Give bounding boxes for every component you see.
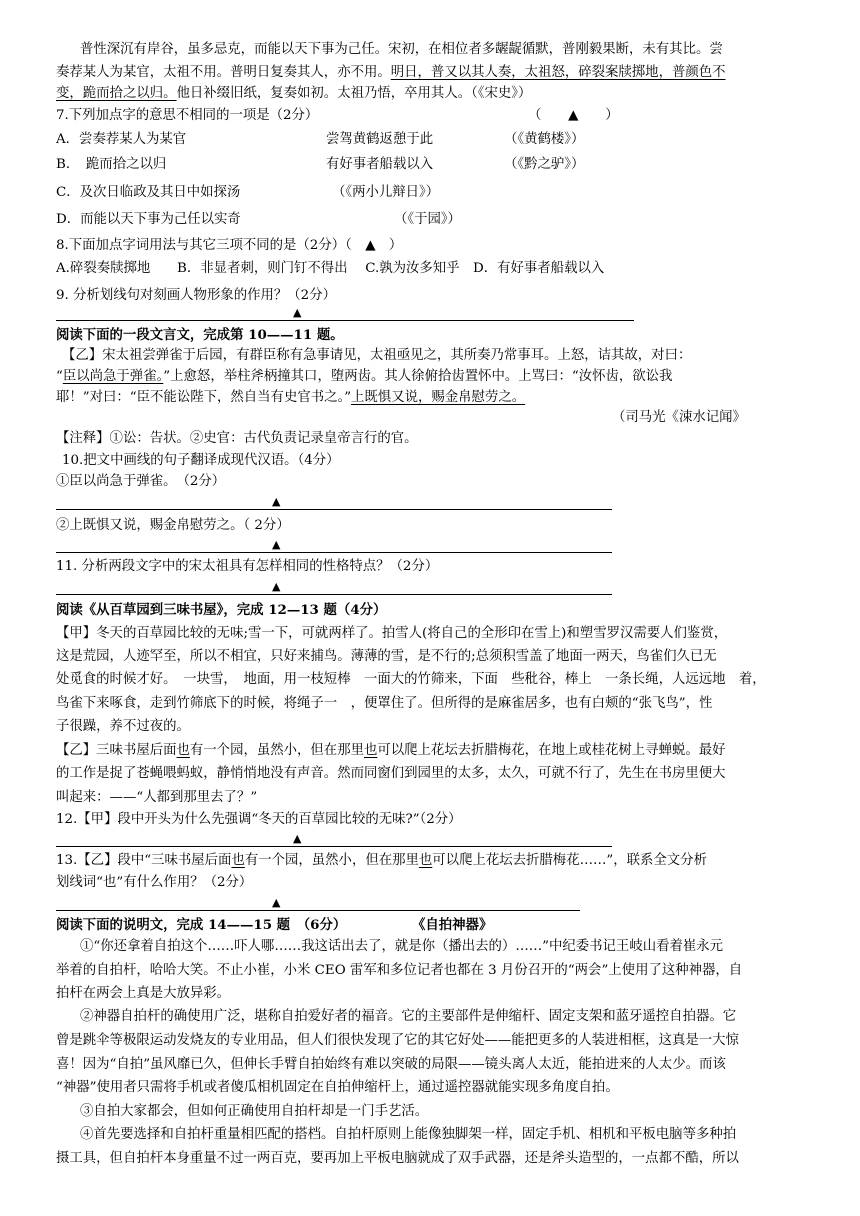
- q8-options: A.碎裂奏牍掷地 B．非显者刺，则门钉不得出 C.孰为汝多知乎 D．有好事者船载以入: [56, 261, 605, 276]
- q7-stem: 7.下列加点字的意思不相同的一项是（2分）: [56, 108, 319, 123]
- q13-underlined-ye-1: 也: [231, 853, 245, 868]
- q10-answer-mark-2: ▲: [272, 538, 281, 551]
- q7-option-d-source: （《于园》）: [394, 212, 461, 227]
- reading-bc-jia-line-5: 子很躁，养不过夜的。: [56, 719, 190, 734]
- q11-stem: 11. 分析两段文字中的宋太祖具有怎样相同的性格特点？（2分）: [56, 559, 439, 574]
- reading-sm-p3: ③自拍大家都会，但如何正确使用自拍杆却是一门手艺活。: [80, 1104, 429, 1119]
- q10-sentence-2: ②上既惧又说，赐金帛慰劳之。（ 2分）: [56, 518, 290, 533]
- reading-bc-jia-line-2: 这是荒园，人迹罕至，所以不相宜，只好来捕鸟。薄薄的雪，是不行的;总须积雪盖了地面一两天，鸟雀们久已无: [56, 649, 717, 664]
- reading-bc-yi-line-3: 叫起来：——“人都到那里去了？”: [56, 790, 258, 805]
- underlined-ye-1: 也: [176, 743, 190, 758]
- reading-yi-heading: 阅读下面的一段文言文，完成第 10——11 题。: [56, 327, 344, 343]
- q11-answer-line: [56, 594, 612, 595]
- reading-yi-line-3: 耶！”对曰：“臣不能讼陛下，然自当有史官书之。”上既惧又说，赐金帛慰劳之。: [56, 390, 526, 405]
- reading-sm-p1-line-1: ①“你还拿着自拍这个……吓人哪……我这话出去了，就是你（播出去的）……”中纪委书记王岐山看着崔永元: [80, 939, 724, 954]
- q7-answer-blank: （ ▲ ）: [528, 108, 619, 123]
- reading-bc-jia-line-3: 处觅食的时候才好。 一块雪， 地面，用一枝短棒 一面大的竹筛来，下面 些秕谷，棒上 一条长绳，人远远地 着，: [56, 672, 766, 687]
- reading-sm-p2-line-3: 喜！因为“自拍”虽风靡已久，但伸长手臂自拍始终有难以突破的局限——镜头离人太近，能拍进来的人太少。而该: [56, 1057, 726, 1072]
- underlined-sentence-end: 变，跪而拾之以归。: [56, 86, 177, 101]
- q7-option-b: B． 跪而拾之以归: [56, 157, 167, 172]
- q9-answer-mark: ▲: [293, 306, 302, 319]
- q13-stem-line-1: 13.【乙】段中“三味书屋后面也有一个园，虽然小，但在那里也可以爬上花坛去折腊梅花……”，联系全文分析: [56, 853, 707, 868]
- q13-stem-line-2: 划线词“也”有什么作用？（2分）: [56, 875, 253, 890]
- reading-sm-p2-line-4: “神器”使用者只需将手机或者傻瓜相机固定在自拍伸缩杆上，通过遥控器就能实现多角度自拍。: [56, 1080, 619, 1095]
- q7-option-b-compare: 有好事者船载以入: [326, 157, 434, 172]
- song-passage-line-3: 变，跪而拾之以归。他日补缀旧纸，复奏如初。太祖乃悟，卒用其人。（《宋史》）: [56, 86, 532, 101]
- q13-underlined-ye-2: 也: [418, 853, 433, 868]
- reading-bc-heading: 阅读《从百草园到三味书屋》，完成 12—13 题（4分）: [56, 602, 387, 618]
- reading-yi-line-2: “臣以尚急于弹雀。”上愈怒，举柱斧柄撞其口，堕两齿。其人徐俯拾齿置怀中。上骂曰：“汝怀齿，欲讼我: [56, 369, 673, 384]
- q10-answer-line-1: [56, 509, 612, 510]
- underlined-ye-2: 也: [363, 743, 378, 758]
- reading-bc-yi-line-1: 【乙】三味书屋后面也有一个园，虽然小，但在那里也可以爬上花坛去折腊梅花，在地上或桂花树上寻蝉蜕。最好: [56, 743, 726, 758]
- q12-answer-line: [56, 846, 612, 847]
- q7-option-c: C．及次日临政及其日中如探汤: [56, 185, 241, 200]
- reading-yi-line-1: 【乙】宋太祖尝弹雀于后园，有群臣称有急事请见，太祖亟见之，其所奏乃常事耳。上怒，诘其故，对曰：: [62, 348, 692, 363]
- q7-option-c-source: （《两小儿辩日》）: [332, 185, 440, 200]
- reading-sm-p1-line-3: 拍杆在两会上真是大放异彩。: [56, 986, 231, 1001]
- reading-sm-title: 《自拍神器》: [412, 917, 493, 933]
- reading-bc-jia-line-1: 【甲】冬天的百草园比较的无味;雪一下，可就两样了。拍雪人(将自己的全形印在雪上)和塑雪罗汉需要人们鉴赏，: [56, 626, 728, 641]
- reading-sm-p2-line-2: 曾是跳伞等极限运动发烧友的专业用品，但人们很快发现了它的其它好处——能把更多的人装进相框，这真是一大惊: [56, 1033, 739, 1048]
- reading-bc-jia-line-4: 鸟雀下来啄食，走到竹筛底下的时候，将绳子一 ，便罩住了。但所得的是麻雀居多，也有白颊的“张飞鸟”，性: [56, 696, 713, 711]
- q7-option-b-source: （《黔之驴》）: [504, 157, 585, 172]
- q7-option-a-compare: 尝驾黄鹤返憩于此: [326, 132, 434, 147]
- song-passage-line-1: 普性深沉有岸谷，虽多忌克，而能以天下事为己任。宋初，在相位者多龌龊循默，普刚毅果断，未有其比。尝: [80, 42, 723, 57]
- reading-sm-p4-line-2: 摄工具，但自拍杆本身重量不过一两百克，要再加上平板电脑就成了双手武器，还是斧头造型的，一点都不酷，所以: [56, 1151, 739, 1166]
- reading-yi-note: 【注释】①讼：告状。②史官：古代负责记录皇帝言行的官。: [56, 431, 418, 446]
- q13-answer-mark: ▲: [272, 896, 281, 909]
- reading-sm-heading: 阅读下面的说明文，完成 14——15 题 （6分）: [56, 917, 347, 933]
- q10-sentence-1: ①臣以尚急于弹雀。 （2分）: [56, 474, 226, 489]
- reading-sm-p4-line-1: ④首先要选择和自拍杆重量相匹配的搭档。自拍杆原则上能像独脚架一样，固定手机、相机和平板电脑等多种拍: [80, 1127, 737, 1142]
- song-passage-line-2: 奏荐某人为某官，太祖不用。普明日复奏其人，亦不用。明日，普又以其人奏，太祖怒，碎裂案牍掷地，普颜色不: [56, 65, 726, 80]
- q10-answer-mark-1: ▲: [272, 495, 281, 508]
- reading-bc-yi-line-2: 的工作是捉了苍蝇喂蚂蚁，静悄悄地没有声音。然而同窗们到园里的太多，太久，可就不行了，先生在书房里便大: [56, 766, 726, 781]
- q13-answer-line: [56, 910, 580, 911]
- reading-yi-source: （司马光《涑水记闻》: [612, 410, 746, 425]
- q10-answer-line-2: [56, 552, 612, 553]
- q10-stem: 10.把文中画线的句子翻译成现代汉语。（4分）: [62, 453, 340, 468]
- q9-stem: 9. 分析划线句对刻画人物形象的作用？（2分）: [56, 288, 336, 303]
- underlined-sentence-2: 上既惧又说，赐金帛慰劳之。: [351, 390, 526, 405]
- q8-stem: 8.下面加点字词用法与其它三项不同的是（2分）（ ▲ ）: [56, 238, 403, 253]
- q9-answer-line: [56, 320, 634, 321]
- reading-sm-p2-line-1: ②神器自拍杆的确使用广泛，堪称自拍爱好者的福音。它的主要部件是伸缩杆、固定支架和蓝牙遥控自拍器。它: [80, 1009, 737, 1024]
- q11-answer-mark: ▲: [272, 580, 281, 593]
- underlined-sentence: 明日，普又以其人奏，太祖怒，碎裂案牍掷地，普颜色不: [390, 65, 726, 80]
- underlined-sentence-1: 臣以尚急于弹雀。: [62, 369, 164, 384]
- q7-option-d: D．而能以天下事为己任以实奇: [56, 212, 241, 227]
- q7-option-a-source: （《黄鹤楼》）: [504, 132, 585, 147]
- q7-option-a: A．尝奏荐某人为某官: [56, 132, 187, 147]
- q12-answer-mark: ▲: [293, 832, 302, 845]
- reading-sm-p1-line-2: 举着的自拍杆，哈哈大笑。不止小崔，小米 CEO 雷军和多位记者也都在 3 月份召开的“两会”上使用了这种神器，自: [56, 963, 743, 978]
- q12-stem: 12.【甲】段中开头为什么先强调“冬天的百草园比较的无味?”（2分）: [56, 812, 462, 827]
